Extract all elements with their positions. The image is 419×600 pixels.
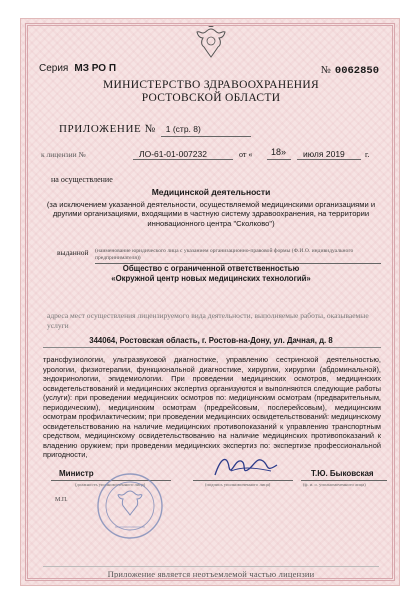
appendix-heading	[59, 123, 201, 135]
ministry-title	[21, 79, 400, 105]
license-from: от «	[239, 150, 253, 159]
license-year-suffix: г.	[365, 150, 370, 159]
activity-intro: на осуществление	[51, 175, 113, 184]
official-seal-icon	[95, 471, 165, 541]
organization-name	[61, 264, 361, 284]
activity-title: Медицинской деятельности	[151, 187, 271, 197]
license-label: к лицензии №	[41, 150, 86, 159]
license-number: ЛО-61-01-007232	[139, 149, 207, 159]
issued-hint: (наименование юридического лица с указанием организационно-правовой формы (Ф.И.О. индивидуального предпринимателя))	[95, 248, 354, 261]
ministry-line-1: МИНИСТЕРСТВО ЗДРАВООХРАНЕНИЯ	[102, 79, 319, 91]
form-number	[321, 65, 379, 77]
signer-position: Министр	[59, 469, 94, 478]
ministry-line-2: РОСТОВСКОЙ ОБЛАСТИ	[141, 92, 281, 104]
stamp-label: М.П.	[55, 497, 68, 503]
position-hint: (должность уполномоченного лица)	[75, 482, 146, 487]
appendix-underline	[161, 136, 251, 137]
coat-of-arms-icon	[195, 25, 227, 61]
series-label: Серия	[39, 63, 69, 74]
series-value: МЗ РО П	[74, 63, 117, 74]
license-date-underline	[297, 159, 361, 160]
license-day-close: »	[281, 147, 287, 157]
footer-divider	[43, 566, 379, 567]
license-day	[271, 147, 286, 157]
license-day-value: 18	[271, 147, 282, 157]
license-appendix-sheet	[20, 18, 400, 586]
license-day-underline	[267, 159, 291, 160]
number-value: 0062850	[334, 65, 379, 77]
appendix-page-ref: 1 (стр. 8)	[165, 124, 201, 134]
series-field	[39, 63, 116, 74]
handwritten-signature-icon	[211, 445, 281, 485]
appendix-label: ПРИЛОЖЕНИЕ №	[59, 123, 156, 135]
activity-exclusion: (за исключением указанной деятельности, осуществляемой медицинскими организациями и другими организациями, входящими в частную систему здравоохранения, на территории инновационного центра "Сколково")	[46, 200, 376, 228]
organization-line-1: Общество с ограниченной ответственностью	[122, 264, 300, 273]
address-label: адреса мест осуществления лицензируемого вида деятельности, выполняемые работы, оказываемые услуги	[47, 311, 369, 330]
signer-name: Т.Ю. Быковская	[311, 469, 374, 478]
license-number-underline	[133, 159, 233, 160]
signer-underline	[301, 480, 387, 481]
license-date: июля 2019	[303, 149, 345, 159]
issued-label: выданной	[57, 248, 89, 257]
signature-hint: (подпись уполномоченного лица)	[205, 482, 271, 487]
services-list-text: трансфузиологии, ультразвуковой диагностике, управлению сестринской деятельностью, урологии, физиотерапии, функциональной диагностике, хирургии, хирургии (абдоминальной), эндокринологии, эпидемиологии. При проведении медицинских осмотров, медицинских освидетельствований и медицинских экспертиз организуются и выполняются следующие работы (услуги): при проведении медицинских осмотров по: медицинским осмотрам (предварительным, периодическим), медицинским осмотрам (предрейсовым, послерейсовым), медицинским осмотрам профилактическим; при проведении медицинских освидетельствований: медицинскому освидетельствованию на наличие медицинских противопоказаний к управлению транспортным средством, медицинскому освидетельствованию на наличие медицинских противопоказаний к владению оружием; при проведении медицинских экспертиз по: экспертизе профессиональной пригодности,	[43, 355, 381, 459]
address-underline	[43, 347, 381, 348]
signer-hint: (ф. и. о. уполномоченного лица)	[303, 482, 366, 487]
footer-note: Приложение является неотъемлемой частью лицензии	[107, 569, 315, 579]
address-value: 344064, Ростовская область, г. Ростов-на-Дону, ул. Дачная, д. 8	[89, 336, 333, 345]
number-sign: №	[320, 65, 331, 76]
organization-line-2: «Окружной центр новых медицинских технологий»	[111, 273, 311, 283]
